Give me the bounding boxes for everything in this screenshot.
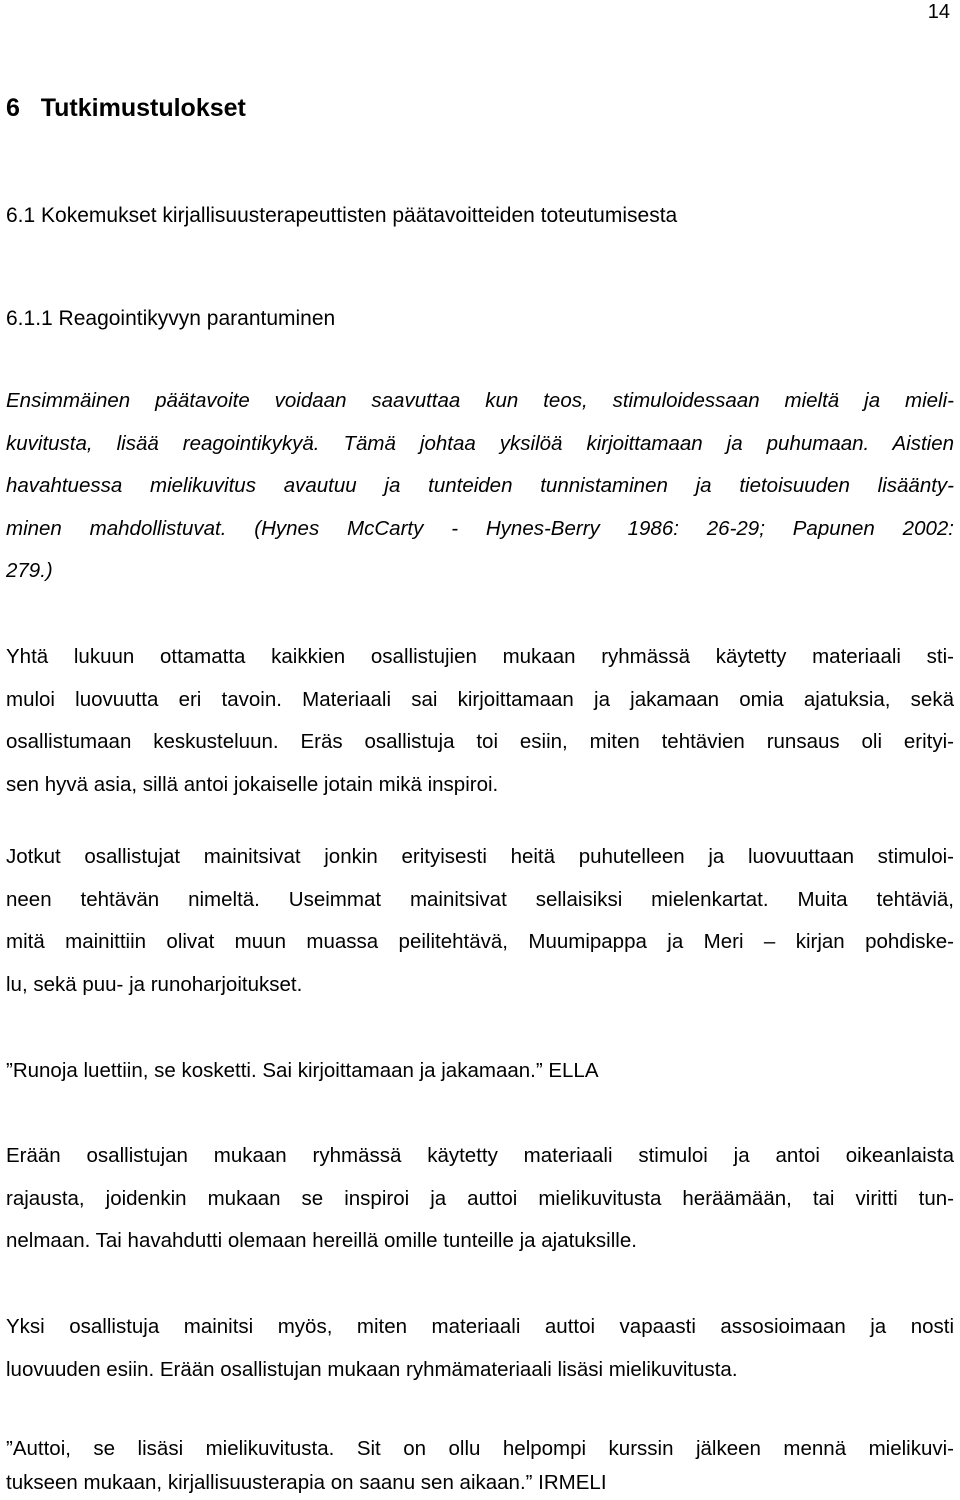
page-number: 14 — [927, 1, 950, 23]
text-line: neen tehtävän nimeltä. Useimmat mainitsivat sellaisiksi mielenkartat. Muita tehtäviä, — [6, 887, 954, 911]
text-line: ”Runoja luettiin, se kosketti. Sai kirjoittamaan ja jakamaan.” ELLA — [6, 1059, 599, 1082]
text-line: minen mahdollistuvat. (Hynes McCarty - Hynes-Berry 1986: 26-29; Papunen 2002: — [6, 516, 954, 540]
text-line: kuvitusta, lisää reagointikykyä. Tämä johtaa yksilöä kirjoittamaan ja puhumaan. Aistien — [6, 431, 954, 455]
subsection-heading: 6.1.1 Reagointikyvyn parantuminen — [6, 307, 336, 330]
text-line: sen hyvä asia, sillä antoi jokaiselle jotain mikä inspiroi. — [6, 772, 499, 796]
text-line: havahtuessa mielikuvitus avautuu ja tunteiden tunnistaminen ja tietoisuuden lisäänty- — [6, 474, 954, 497]
text-line: Jotkut osallistujat mainitsivat jonkin erityisesti heitä puhutelleen ja luovuuttaan stimuloi- — [6, 845, 954, 868]
text-line: tukseen mukaan, kirjallisuusterapia on saanu sen aikaan.” IRMELI — [6, 1471, 607, 1494]
text-line: osallistumaan keskusteluun. Eräs osallistuja toi esiin, miten tehtävien runsaus oli erityi- — [6, 730, 954, 753]
quote-irmeli — [6, 1432, 954, 1500]
paragraph-rajausta — [6, 1135, 954, 1263]
text-line: nelmaan. Tai havahdutti olemaan hereillä omille tunteille ja ajatuksille. — [6, 1229, 637, 1252]
text-line: Erään osallistujan mukaan ryhmässä käytetty materiaali stimuloi ja antoi oikeanlaista — [6, 1144, 954, 1167]
text-line: mitä mainittiin olivat muun muassa peilitehtävä, Muumipappa ja Meri – kirjan pohdiske- — [6, 930, 954, 953]
text-line: muloi luovuutta eri tavoin. Materiaali sai kirjoittamaan ja jakamaan omia ajatuksia, sekä — [6, 687, 954, 711]
paragraph-reagointikyky-theory — [6, 380, 954, 593]
paragraph-tehtavat — [6, 836, 954, 1006]
paragraph-materiaali-stimuloi — [6, 636, 954, 806]
quote-ella — [6, 1050, 954, 1093]
section-heading: 6.1 Kokemukset kirjallisuusterapeuttisten päätavoitteiden toteutumisesta — [6, 204, 678, 227]
text-line: luovuuden esiin. Erään osallistujan mukaan ryhmämateriaali lisäsi mielikuvitusta. — [6, 1357, 738, 1381]
text-line: Ensimmäinen päätavoite voidaan saavuttaa kun teos, stimuloidessaan mieltä ja mieli- — [6, 389, 954, 412]
text-line: Yhtä lukuun ottamatta kaikkien osallistujien mukaan ryhmässä käytetty materiaali sti- — [6, 645, 954, 668]
text-line: ”Auttoi, se lisäsi mielikuvitusta. Sit on ollu helpompi kurssin jälkeen mennä mielikuvi- — [6, 1437, 954, 1460]
text-line: rajausta, joidenkin mukaan se inspiroi ja auttoi mielikuvitusta heräämään, tai viritti tun- — [6, 1186, 954, 1210]
paragraph-assosioimaan — [6, 1306, 954, 1391]
chapter-heading: 6 Tutkimustulokset — [6, 94, 246, 122]
text-line: 279.) — [6, 559, 53, 582]
text-line: lu, sekä puu- ja runoharjoitukset. — [6, 972, 303, 996]
text-line: Yksi osallistuja mainitsi myös, miten materiaali auttoi vapaasti assosioimaan ja nosti — [6, 1315, 954, 1338]
